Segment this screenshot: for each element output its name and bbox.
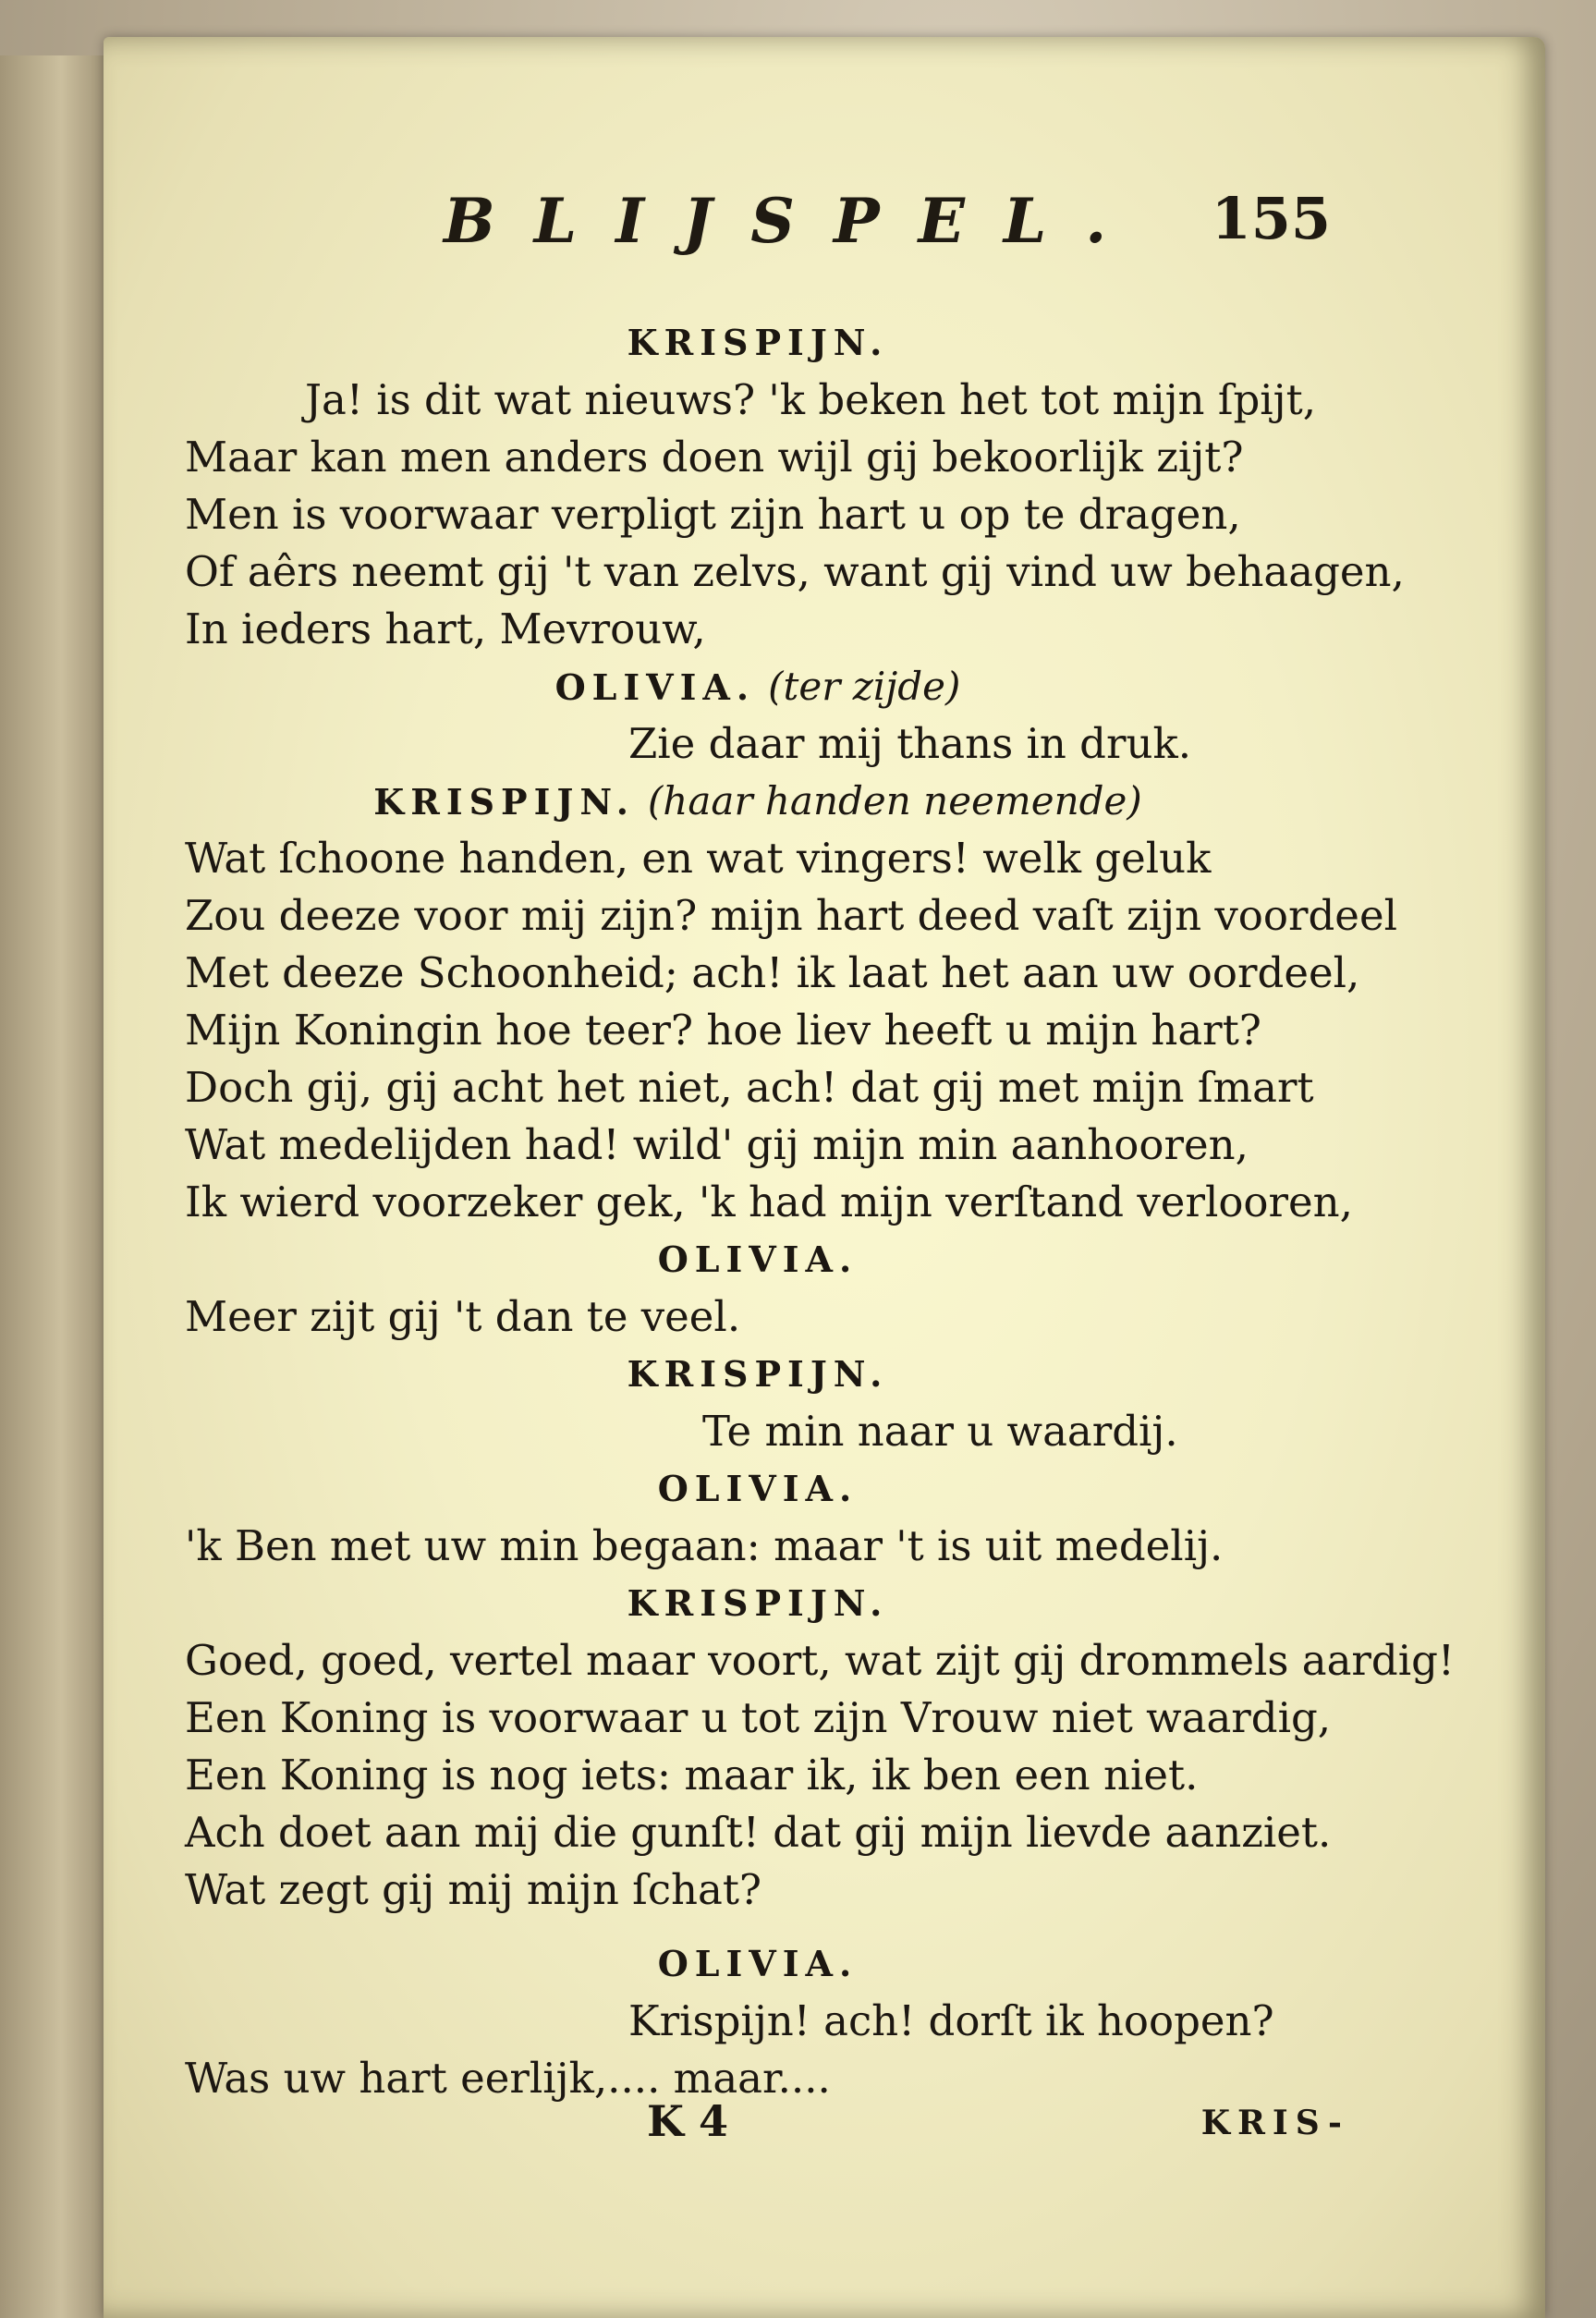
speaker-heading [185, 1935, 1331, 1993]
verse-line: Zie daar mij thans in druk. [628, 719, 1192, 768]
speaker-name: OLIVIA. [554, 666, 756, 708]
verse-line: In ieders hart, Mevrouw, [185, 604, 706, 653]
page-number: 155 [1211, 185, 1331, 252]
speaker-name: OLIVIA. [657, 1238, 859, 1280]
speaker-heading [185, 1575, 1331, 1632]
verse-line: Krispijn! ach! dorſt ik hoopen? [628, 1996, 1274, 2045]
verse-line: Een Koning is voorwaar u tot zijn Vrouw niet waardig, [185, 1693, 1332, 1742]
catchword: KRIS- [1200, 2104, 1349, 2142]
verse-line: Ik wierd voorzeker gek, 'k had mijn verſtand verlooren, [185, 1177, 1353, 1226]
verse-line: Maar kan men anders doen wijl gij bekoorlijk zijt? [185, 433, 1244, 482]
verse-line: Doch gij, gij acht het niet, ach! dat gij met mijn ſmart [185, 1063, 1314, 1112]
verse-line: Wat medelijden had! wild' gij mijn min aanhooren, [185, 1120, 1249, 1169]
page-footer [185, 2096, 1349, 2161]
verse-line: Wat ſchoone handen, en wat vingers! welk geluk [185, 834, 1212, 883]
speaker-heading [185, 1460, 1331, 1518]
verse-line: Zou deeze voor mij zijn? mijn hart deed vaſt zijn voordeel [185, 891, 1397, 940]
verse-line: Meer zijt gij 't dan te veel. [185, 1292, 741, 1341]
running-head: BLIJSPEL. [444, 185, 1146, 257]
speaker-heading [185, 314, 1331, 372]
verse-line: Was uw hart eerlijk,.... maar.... [185, 2054, 831, 2103]
facing-page-edge [0, 55, 115, 2318]
speaker-name: OLIVIA. [657, 1943, 859, 1984]
speaker-heading [185, 1231, 1331, 1288]
play-text [185, 314, 1456, 2107]
page-header [351, 185, 1340, 268]
stage-direction: (haar handen neemende) [647, 778, 1142, 824]
verse-line: Met deeze Schoonheid; ach! ik laat het aan uw oordeel, [185, 948, 1360, 997]
speaker-heading [185, 1346, 1331, 1403]
speaker-name: KRISPIJN. [627, 322, 889, 363]
verse-line: Goed, goed, vertel maar voort, wat zijt gij drommels aardig! [185, 1636, 1456, 1685]
verse-line: Te min naar u waardij. [702, 1407, 1178, 1456]
verse-line: Of aêrs neemt gij 't van zelvs, want gij vind uw behaagen, [185, 547, 1405, 596]
signature-mark: K 4 [647, 2096, 729, 2146]
speaker-name: KRISPIJN. [627, 1353, 889, 1395]
verse-line: Wat zegt gij mij mijn ſchat? [185, 1865, 762, 1914]
speaker-heading [185, 773, 1331, 830]
verse-line: Mijn Koningin hoe teer? hoe liev heeft u mijn hart? [185, 1006, 1261, 1055]
speaker-heading [185, 658, 1331, 715]
verse-line: Ja! is dit wat nieuws? 'k beken het tot mijn ſpijt, [305, 375, 1317, 424]
speaker-name: OLIVIA. [657, 1468, 859, 1509]
verse-line: Een Koning is nog iets: maar ik, ik ben een niet. [185, 1751, 1199, 1800]
verse-line: 'k Ben met uw min begaan: maar 't is uit medelij. [185, 1521, 1224, 1570]
verse-line: Men is voorwaar verpligt zijn hart u op te dragen, [185, 490, 1241, 539]
speaker-name: KRISPIJN. [627, 1582, 889, 1624]
stage-direction: (ter zijde) [768, 664, 961, 709]
line-gap [185, 1919, 1331, 1935]
verse-line: Ach doet aan mij die gunſt! dat gij mijn lievde aanziet. [185, 1808, 1332, 1857]
speaker-name: KRISPIJN. [373, 781, 635, 823]
